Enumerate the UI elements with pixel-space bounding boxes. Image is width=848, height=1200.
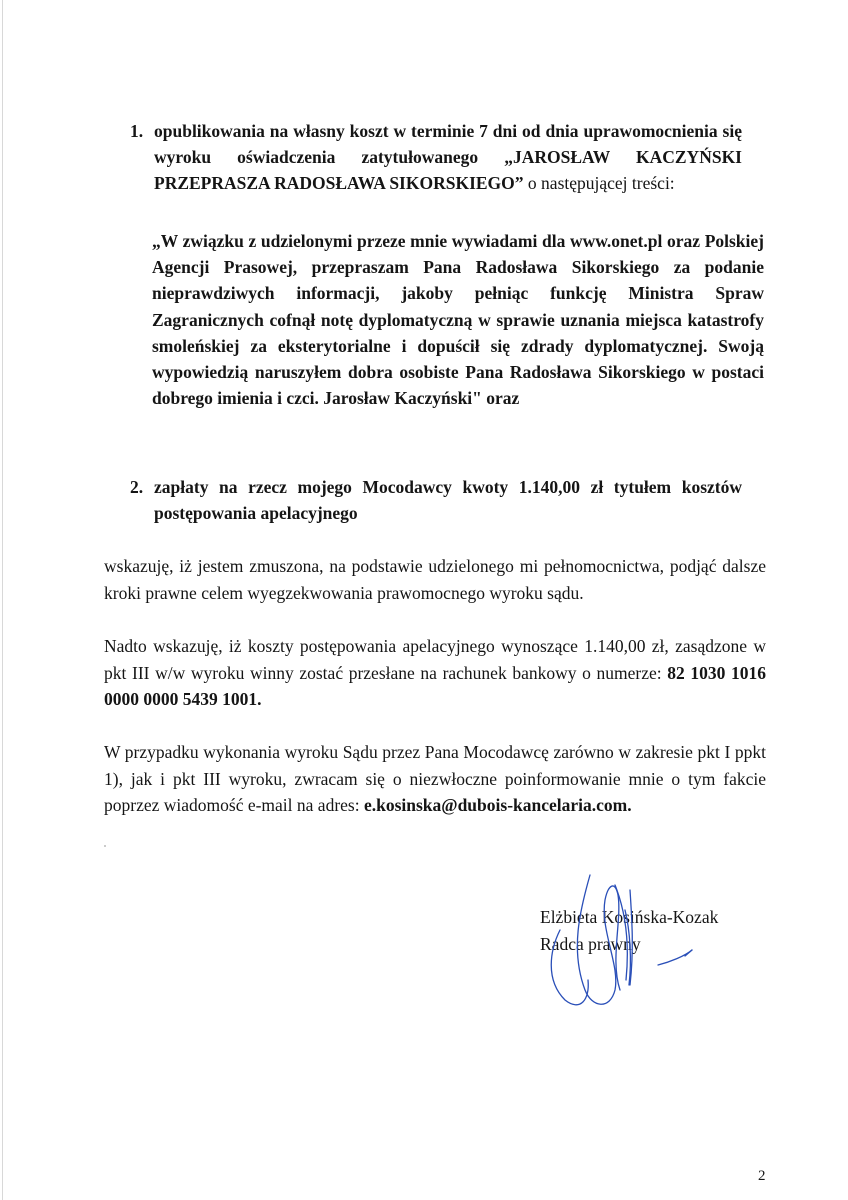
item-number-1: 1. — [130, 121, 144, 141]
page-number: 2 — [758, 1168, 766, 1184]
notification-text: W przypadku wykonania wyroku Sądu przez Pana Mocodawcę zarówno w zakresie pkt I ppkt 1), jak i pkt III wyroku, zwracam się o niezwłoczne poinformowanie mnie o tym fakcie poprzez wiadomość e-mail na adres: — [104, 742, 766, 815]
item-text-1 — [154, 118, 742, 196]
signatory-title: Radca prawny — [540, 934, 641, 954]
list-item-2 — [130, 474, 742, 526]
paragraph-costs — [104, 633, 766, 713]
signatory-name: Elżbieta Kosińska-Kozak — [540, 907, 719, 927]
bank-account-number: 82 1030 1016 0000 0000 5439 1001 — [104, 662, 766, 709]
scan-speck — [104, 845, 106, 847]
item-number-2: 2. — [130, 477, 144, 497]
item-text-2: zapłaty na rzecz mojego Mocodawcy kwoty 1.140,00 zł tytułem kosztów postępowania apelacyjnego — [154, 477, 742, 523]
apology-quote: „W związku z udzielonymi przeze mnie wywiadami dla www.onet.pl oraz Polskiej Agencji Prasowej, przepraszam Pana Radosława Sikorskiego za podanie nieprawdziwych informacji, jakoby pełniąc funkcję Ministra Spraw Zagranicznych cofnął notę dyplomatyczną w sprawie uznania miejsca katastrofy smoleńskiej za eksterytorialne i dopuścił się zdrady dyplomatycznej. Swoją wypowiedzią naruszyłem dobra osobiste Pana Radosława Sikorskiego w postaci dobrego imienia i czci. Jarosław Kaczyński" oraz — [152, 231, 764, 409]
paragraph-legal-steps: wskazuję, iż jestem zmuszona, na podstawie udzielonego mi pełnomocnictwa, podjąć dalsze kroki prawne celem wyegzekwowania prawomocnego wyroku sądu. — [104, 556, 766, 603]
handwritten-signature — [530, 870, 730, 1020]
item-1-normal-text: o następującej treści: — [523, 173, 675, 193]
costs-text: Nadto wskazuję, iż koszty postępowania apelacyjnego wynoszące 1.140,00 zł, zasądzone w pkt III w/w wyroku winny zostać przesłane na rachunek bankowy o numerze: — [104, 636, 766, 683]
costs-end: . — [257, 689, 262, 709]
paragraph-notification — [104, 739, 766, 819]
email-address: e.kosinska@dubois-kancelaria.com. — [363, 795, 632, 815]
item-1-bold-text: opublikowania na własny koszt w terminie 7 dni od dnia uprawomocnienia się wyroku oświadczenia zatytułowanego „JAROSŁAW KACZYŃSKI PRZEPRASZA RADOSŁAWA SIKORSKIEGO” — [154, 121, 742, 193]
page-edge — [2, 0, 3, 1200]
list-item-1 — [130, 118, 742, 196]
